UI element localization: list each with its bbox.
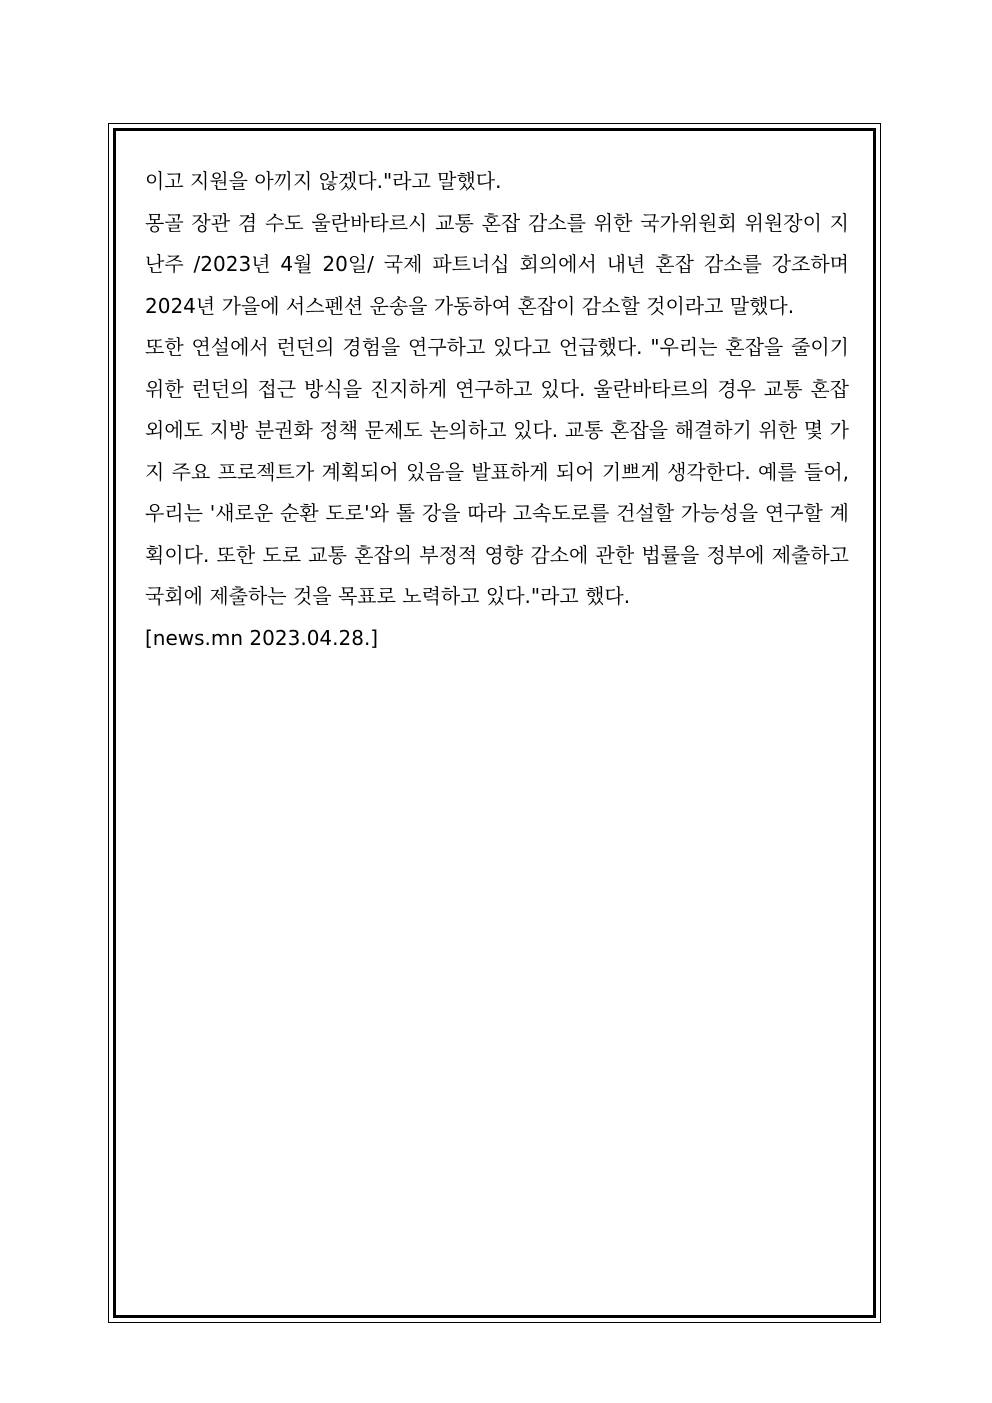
page-frame-inner	[113, 128, 876, 1318]
article-body	[145, 161, 849, 659]
paragraph-2: 몽골 장관 겸 수도 울란바타르시 교통 혼잡 감소를 위한 국가위원회 위원장이 지난주 /2023년 4월 20일/ 국제 파트너십 회의에서 내년 혼잡 감소를 강조하며 2024년 가을에 서스펜션 운송을 가동하여 혼잡이 감소할 것이라고 말했다.	[145, 210, 849, 318]
paragraph-3: 또한 연설에서 런던의 경험을 연구하고 있다고 언급했다. "우리는 혼잡을 줄이기 위한 런던의 접근 방식을 진지하게 연구하고 있다. 울란바타르의 경우 교통 혼잡 외에도 지방 분권화 정책 문제도 논의하고 있다. 교통 혼잡을 해결하기 위한 몇 가지 주요 프로젝트가 계획되어 있음을 발표하게 되어 기쁘게 생각한다. 예를 들어, 우리는 '새로운 순환 도로'와 톨 강을 따라 고속도로를 건설할 가능성을 연구할 계획이다. 또한 도로 교통 혼잡의 부정적 영향 감소에 관한 법률을 정부에 제출하고 국회에 제출하는 것을 목표로 노력하고 있다."라고 했다.	[145, 335, 849, 608]
paragraph-1: 이고 지원을 아끼지 않겠다."라고 말했다.	[145, 169, 502, 193]
page-frame-outer	[108, 123, 881, 1323]
source-citation: [news.mn 2023.04.28.]	[145, 625, 379, 650]
